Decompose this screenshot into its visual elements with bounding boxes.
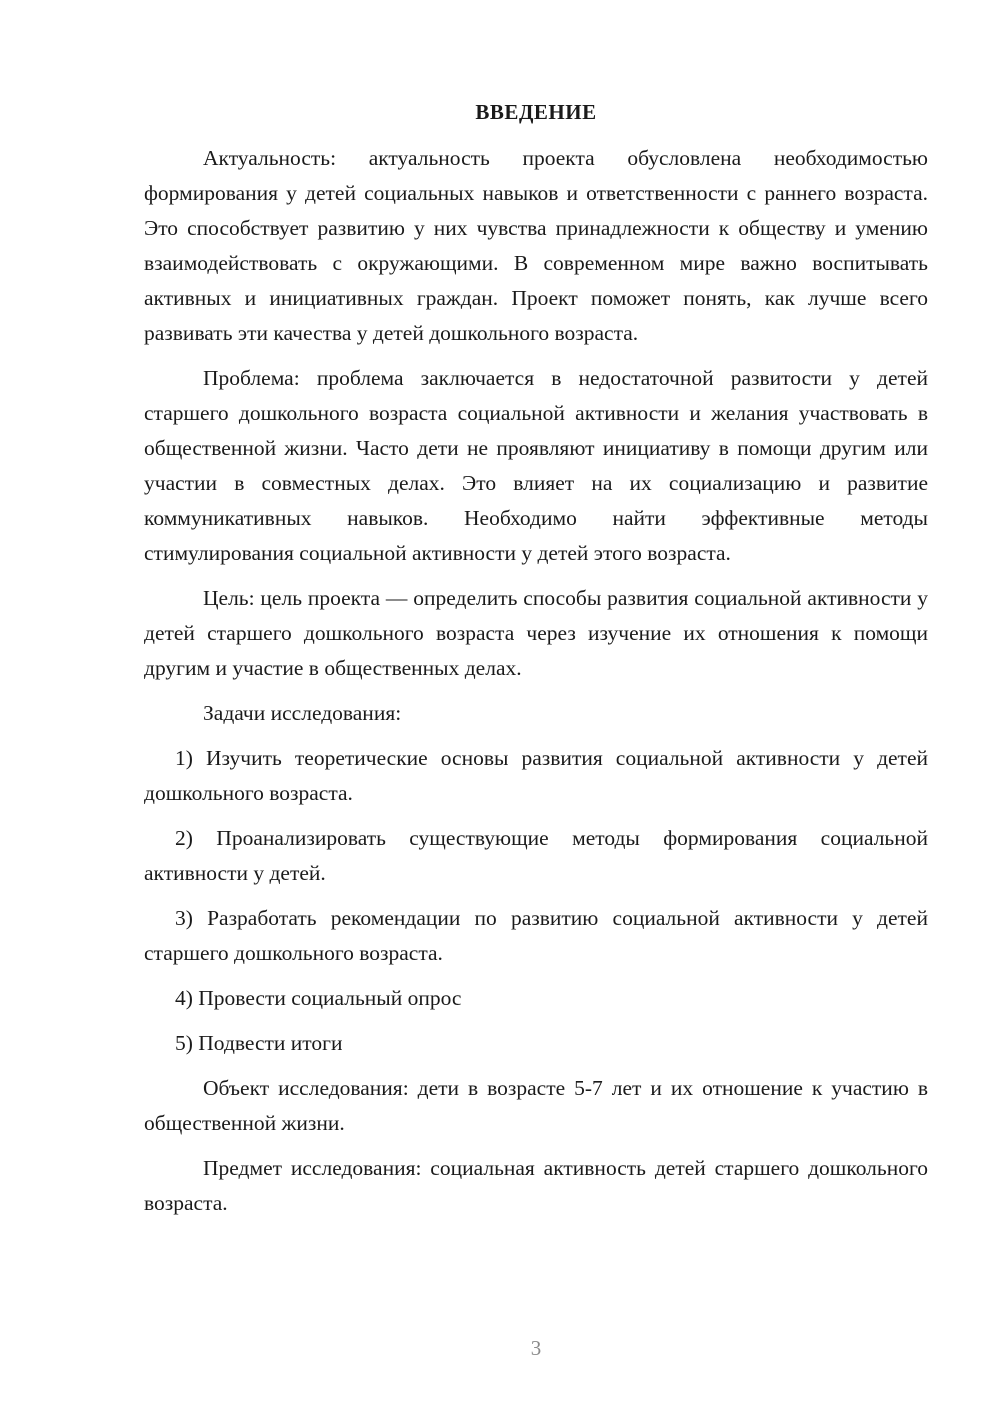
section-title: ВВЕДЕНИЕ — [475, 100, 597, 124]
task-item: 2) Проанализировать существующие методы формирования социальной активности у детей. — [144, 826, 928, 885]
paragraph-problem: Проблема: проблема заключается в недостаточной развитости у детей старшего дошкольного возраста социальной активности и желания участвовать в общественной жизни. Часто дети не проявляют инициативу в помощи другим или участии в совместных делах. Это влияет на их социализацию и развитие коммуникативных навыков. Необходимо найти эффективные методы стимулирования социальной активности у детей этого возраста. — [144, 366, 928, 565]
task-item: 5) Подвести итоги — [175, 1031, 343, 1055]
paragraph-object: Объект исследования: дети в возрасте 5-7 лет и их отношение к участию в общественной жизни. — [144, 1076, 928, 1135]
paragraph-relevance: Актуальность: актуальность проекта обусловлена необходимостью формирования у детей социальных навыков и ответственности с раннего возраста. Это способствует развитию у них чувства принадлежности к обществу и умению взаимодействовать с окружающими. В современном мире важно воспитывать активных и инициативных граждан. Проект поможет понять, как лучше всего развивать эти качества у детей дошкольного возраста. — [144, 146, 928, 345]
paragraph-tasks-heading: Задачи исследования: — [203, 701, 402, 725]
document-body — [144, 141, 928, 1231]
paragraph-goal: Цель: цель проекта — определить способы развития социальной активности у детей старшего дошкольного возраста через изучение их отношения к помощи другим и участие в общественных делах. — [144, 586, 928, 680]
paragraph-subject: Предмет исследования: социальная активность детей старшего дошкольного возраста. — [144, 1156, 928, 1215]
page-number: 3 — [530, 1336, 542, 1360]
task-item: 4) Провести социальный опрос — [175, 986, 462, 1010]
task-item: 3) Разработать рекомендации по развитию социальной активности у детей старшего дошкольного возраста. — [144, 906, 928, 965]
task-item: 1) Изучить теоретические основы развития социальной активности у детей дошкольного возраста. — [144, 746, 928, 805]
